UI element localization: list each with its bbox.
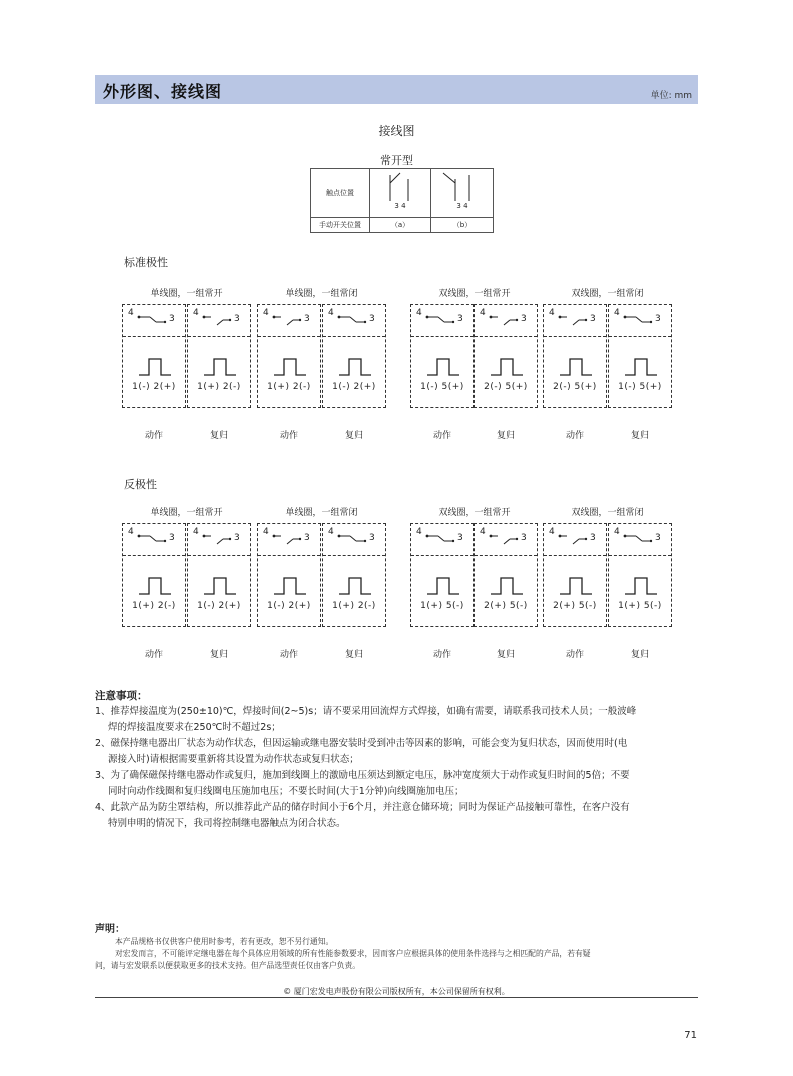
switch-symbol-icon bbox=[424, 313, 458, 329]
wiring-cell bbox=[474, 523, 538, 627]
action-label: 复归 bbox=[630, 431, 649, 441]
pulse-icon bbox=[339, 576, 373, 596]
polarity-label: 2(+) 5(-) bbox=[553, 601, 597, 611]
switch-symbol-icon bbox=[557, 532, 591, 548]
cell-divider bbox=[188, 555, 250, 556]
polarity-label: 1(-) 2(+) bbox=[197, 601, 241, 611]
polarity-label: 1(-) 2(+) bbox=[267, 601, 311, 611]
cell-divider bbox=[258, 336, 320, 337]
pin-4-label: 4 bbox=[193, 527, 199, 537]
group-label: 单线圈，一组常闭 bbox=[285, 289, 358, 299]
polarity-label: 1(-) 2(+) bbox=[132, 382, 176, 392]
polarity-label: 1(+) 5(-) bbox=[420, 601, 464, 611]
action-label: 动作 bbox=[144, 431, 163, 441]
note-item: 4、此款产品为防尘罩结构，所以推荐此产品的储存时间小于6个月，并注意仓储环境；同时为保证产品接触可靠性，在客户没有 特别申明的情况下，我司将控制继电器触点为闭合状态。 bbox=[95, 802, 630, 829]
group-label: 双线圈，一组常闭 bbox=[571, 508, 644, 518]
wiring-title: 接线图 bbox=[378, 124, 415, 138]
cell-divider bbox=[544, 555, 606, 556]
switch-symbol-icon bbox=[557, 313, 591, 329]
switch-symbol-icon bbox=[271, 532, 305, 548]
pin-4-label: 4 bbox=[416, 527, 422, 537]
switch-symbol-icon bbox=[488, 313, 522, 329]
group-label: 单线圈，一组常闭 bbox=[285, 508, 358, 518]
manual-switch-b: （b） bbox=[431, 218, 494, 233]
wiring-cell bbox=[410, 304, 474, 408]
contact-position-label: 触点位置 bbox=[311, 169, 370, 218]
notes-title: 注意事项： bbox=[95, 690, 148, 702]
polarity-label: 1(-) 5(+) bbox=[618, 382, 662, 392]
unit-label: 单位: mm bbox=[650, 91, 692, 101]
pin-3-label: 3 bbox=[521, 533, 527, 543]
cell-divider bbox=[411, 555, 473, 556]
section-title: 外形图、接线图 bbox=[103, 82, 223, 101]
action-label: 复归 bbox=[209, 431, 228, 441]
footer-divider bbox=[95, 997, 698, 998]
pin-4-label: 4 bbox=[614, 308, 620, 318]
pulse-icon bbox=[204, 576, 238, 596]
action-label: 动作 bbox=[432, 650, 451, 660]
action-label: 复归 bbox=[496, 431, 515, 441]
wiring-cell bbox=[187, 304, 251, 408]
pin-4-label: 4 bbox=[328, 308, 334, 318]
action-label: 复归 bbox=[209, 650, 228, 660]
pin-3-label: 3 bbox=[304, 314, 310, 324]
switch-symbol-icon bbox=[201, 313, 235, 329]
pin-3-label: 3 bbox=[457, 314, 463, 324]
pin-4-label: 4 bbox=[549, 527, 555, 537]
group-label: 双线圈，一组常开 bbox=[438, 289, 511, 299]
pulse-icon bbox=[204, 357, 238, 377]
pin-4-label: 4 bbox=[328, 527, 334, 537]
pulse-icon bbox=[560, 576, 594, 596]
switch-symbol-icon bbox=[622, 313, 656, 329]
pin-3-label: 3 bbox=[169, 314, 175, 324]
group-label: 双线圈，一组常开 bbox=[438, 508, 511, 518]
standard-polarity-title: 标准极性 bbox=[124, 256, 168, 269]
polarity-label: 1(+) 2(-) bbox=[132, 601, 176, 611]
contact-a-pins: 3 4 bbox=[394, 202, 406, 210]
wiring-cell bbox=[543, 304, 607, 408]
wiring-cell bbox=[322, 523, 386, 627]
declaration-p1: 本产品规格书仅供客户使用时参考，若有更改，恕不另行通知。 bbox=[115, 937, 334, 946]
pin-3-label: 3 bbox=[234, 314, 240, 324]
polarity-label: 1(+) 2(-) bbox=[197, 382, 241, 392]
pulse-icon bbox=[625, 357, 659, 377]
pin-3-label: 3 bbox=[169, 533, 175, 543]
switch-symbol-icon bbox=[622, 532, 656, 548]
switch-symbol-icon bbox=[201, 532, 235, 548]
pin-4-label: 4 bbox=[614, 527, 620, 537]
pin-3-label: 3 bbox=[369, 533, 375, 543]
group-label: 双线圈，一组常闭 bbox=[571, 289, 644, 299]
copyright: © 厦门宏发电声股份有限公司版权所有，本公司保留所有权利。 bbox=[283, 987, 510, 996]
pin-3-label: 3 bbox=[590, 533, 596, 543]
notes-section bbox=[95, 688, 705, 832]
cell-divider bbox=[323, 555, 385, 556]
pin-4-label: 4 bbox=[193, 308, 199, 318]
action-label: 动作 bbox=[565, 431, 584, 441]
cell-divider bbox=[323, 336, 385, 337]
cell-divider bbox=[258, 555, 320, 556]
pulse-icon bbox=[139, 576, 173, 596]
pin-4-label: 4 bbox=[480, 308, 486, 318]
type-label: 常开型 bbox=[380, 154, 413, 167]
cell-divider bbox=[609, 555, 671, 556]
manual-switch-label: 手动开关位置 bbox=[311, 218, 370, 233]
action-label: 动作 bbox=[144, 650, 163, 660]
group-label: 单线圈，一组常开 bbox=[150, 508, 223, 518]
wiring-cell bbox=[122, 304, 186, 408]
switch-symbol-icon bbox=[336, 532, 370, 548]
wiring-cell bbox=[187, 523, 251, 627]
pulse-icon bbox=[427, 576, 461, 596]
pin-4-label: 4 bbox=[128, 308, 134, 318]
pin-4-label: 4 bbox=[128, 527, 134, 537]
pin-3-label: 3 bbox=[521, 314, 527, 324]
contact-b-pins: 3 4 bbox=[456, 202, 468, 210]
polarity-label: 2(-) 5(+) bbox=[484, 382, 528, 392]
polarity-label: 1(+) 2(-) bbox=[332, 601, 376, 611]
polarity-label: 1(+) 5(-) bbox=[618, 601, 662, 611]
pin-4-label: 4 bbox=[480, 527, 486, 537]
pin-3-label: 3 bbox=[234, 533, 240, 543]
pin-3-label: 3 bbox=[590, 314, 596, 324]
cell-divider bbox=[544, 336, 606, 337]
contact-b-cell bbox=[431, 169, 494, 218]
pulse-icon bbox=[274, 576, 308, 596]
action-label: 复归 bbox=[496, 650, 515, 660]
wiring-cell bbox=[257, 304, 321, 408]
polarity-label: 1(-) 5(+) bbox=[420, 382, 464, 392]
pulse-icon bbox=[560, 357, 594, 377]
contact-a-cell bbox=[370, 169, 431, 218]
page-number: 71 bbox=[684, 1030, 697, 1041]
switch-symbol-icon bbox=[136, 313, 170, 329]
wiring-cell bbox=[474, 304, 538, 408]
cell-divider bbox=[411, 336, 473, 337]
action-label: 动作 bbox=[565, 650, 584, 660]
polarity-label: 2(+) 5(-) bbox=[484, 601, 528, 611]
pin-3-label: 3 bbox=[457, 533, 463, 543]
wiring-cell bbox=[122, 523, 186, 627]
wiring-cell bbox=[608, 304, 672, 408]
declaration-p2b: 问，请与宏发联系以便获取更多的技术支持。但产品选型责任仅由客户负责。 bbox=[95, 961, 361, 970]
action-label: 复归 bbox=[344, 650, 363, 660]
pulse-icon bbox=[491, 576, 525, 596]
switch-symbol-icon bbox=[271, 313, 305, 329]
pin-3-label: 3 bbox=[655, 533, 661, 543]
pin-3-label: 3 bbox=[655, 314, 661, 324]
pin-4-label: 4 bbox=[416, 308, 422, 318]
manual-switch-a: （a） bbox=[370, 218, 431, 233]
cell-divider bbox=[475, 555, 537, 556]
cell-divider bbox=[123, 555, 185, 556]
declaration-section bbox=[95, 924, 705, 972]
pulse-icon bbox=[491, 357, 525, 377]
polarity-label: 1(+) 2(-) bbox=[267, 382, 311, 392]
pin-3-label: 3 bbox=[369, 314, 375, 324]
wiring-cell bbox=[410, 523, 474, 627]
switch-symbol-icon bbox=[424, 532, 458, 548]
pin-3-label: 3 bbox=[304, 533, 310, 543]
reverse-polarity-title: 反极性 bbox=[124, 478, 157, 491]
section-header bbox=[95, 75, 698, 104]
pulse-icon bbox=[625, 576, 659, 596]
wiring-cell bbox=[257, 523, 321, 627]
polarity-label: 2(-) 5(+) bbox=[553, 382, 597, 392]
note-item: 1、推荐焊接温度为(250±10)℃，焊接时间(2~5)s；请不要采用回流焊方式焊接，如确有需要，请联系我司技术人员；一般波峰 焊的焊接温度要求在250℃时不超过2s； bbox=[95, 706, 637, 733]
pulse-icon bbox=[274, 357, 308, 377]
declaration-p2a: 对宏发而言，不可能评定继电器在每个具体应用领域的所有性能参数要求，因而客户应根据具体的使用条件选择与之相匹配的产品，若有疑 bbox=[115, 949, 591, 958]
group-label: 单线圈，一组常开 bbox=[150, 289, 223, 299]
note-item: 3、为了确保磁保持继电器动作或复归，施加到线圈上的激励电压须达到额定电压，脉冲宽度须大于动作或复归时间的5倍；不要 同时向动作线圈和复归线圈电压施加电压；不要长时间(大于1分钟)向线圈施加电压； bbox=[95, 770, 630, 797]
switch-symbol-icon bbox=[336, 313, 370, 329]
pulse-icon bbox=[139, 357, 173, 377]
cell-divider bbox=[475, 336, 537, 337]
wiring-cell bbox=[322, 304, 386, 408]
action-label: 复归 bbox=[630, 650, 649, 660]
pin-4-label: 4 bbox=[263, 308, 269, 318]
cell-divider bbox=[188, 336, 250, 337]
pulse-icon bbox=[427, 357, 461, 377]
switch-symbol-icon bbox=[488, 532, 522, 548]
cell-divider bbox=[123, 336, 185, 337]
pin-4-label: 4 bbox=[549, 308, 555, 318]
action-label: 动作 bbox=[279, 650, 298, 660]
wiring-cell bbox=[608, 523, 672, 627]
action-label: 动作 bbox=[279, 431, 298, 441]
action-label: 复归 bbox=[344, 431, 363, 441]
pulse-icon bbox=[339, 357, 373, 377]
pin-4-label: 4 bbox=[263, 527, 269, 537]
contact-position-table bbox=[310, 168, 494, 233]
wiring-cell bbox=[543, 523, 607, 627]
note-item: 2、磁保持继电器出厂状态为动作状态，但因运输或继电器安装时受到冲击等因素的影响，可能会变为复归状态，因而使用时(电 源接入时)请根据需要重新将其设置为动作状态或复归状态； bbox=[95, 738, 628, 765]
cell-divider bbox=[609, 336, 671, 337]
switch-symbol-icon bbox=[136, 532, 170, 548]
polarity-label: 1(-) 2(+) bbox=[332, 382, 376, 392]
declaration-title: 声明： bbox=[95, 924, 125, 935]
action-label: 动作 bbox=[432, 431, 451, 441]
